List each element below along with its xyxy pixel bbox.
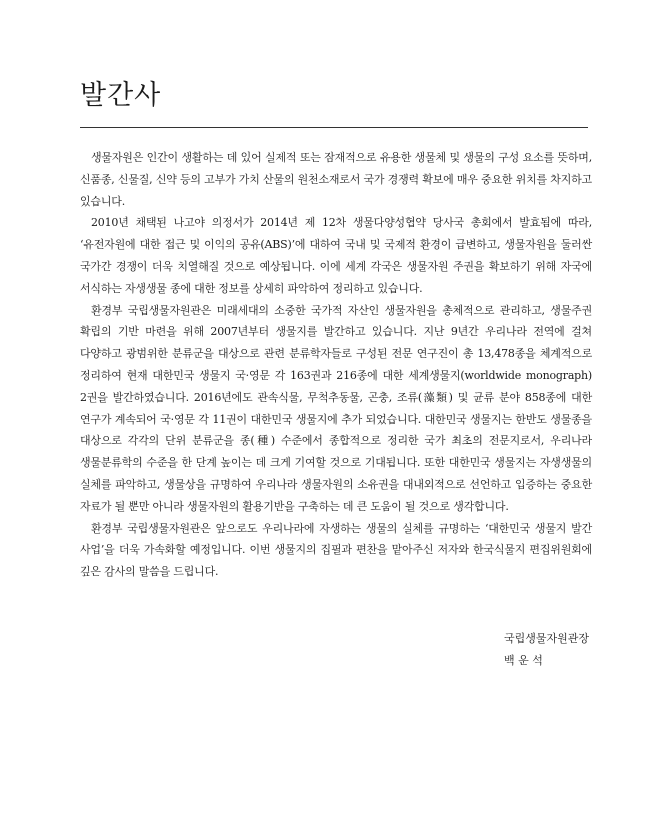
paragraph-1: 생물자원은 인간이 생활하는 데 있어 실제적 또는 잠재적으로 유용한 생물체 및 생물의 구성 요소를 뜻하며, 신품종, 신물질, 신약 등의 고부가 가치 산물의 원천소재로서 국가 경쟁력 확보에 매우 중요한 위치를 차지하고 있습니다. (80, 151, 592, 208)
signature-position: 국립생물자원관장 (504, 632, 590, 645)
paragraph-3: 환경부 국립생물자원관은 미래세대의 소중한 국가적 자산인 생물자원을 총체적으로 관리하고, 생물주권 확립의 기반 마련을 위해 2007년부터 생물지를 발간하고 있습니다. 지난 9년간 우리나라 전역에 걸쳐 다양하고 광범위한 분류군을 대상으로 관련 분류학자들로 구성된 전문 연구진이 총 13,478종을 체계적으로 정리하여 현재 대한민국 생물지 국·영문 각 163권과 216종에 대한 세계생물지(worldwide monograph) 2권을 발간하였습니다. 2016년에도 관속식물, 무척추동물, 곤충, 조류(藻類) 및 균류 분야 858종에 대한 연구가 계속되어 국·영문 각 11권이 대한민국 생물지에 추가 되었습니다. 대한민국 생물지는 한반도 생물종을 대상으로 각각의 단위 분류군을 종(種) 수준에서 종합적으로 정리한 국가 최초의 전문지로서, 우리나라 생물분류학의 수준을 한 단계 높이는 데 크게 기여할 것으로 기대됩니다. 또한 대한민국 생물지는 자생생물의 실체를 파악하고, 생물상을 규명하여 우리나라 생물자원의 소유권을 대내외적으로 선언하고 입증하는 중요한 자료가 될 뿐만 아니라 생물자원의 활용기반을 구축하는 데 큰 도움이 될 것으로 생각합니다. (80, 303, 592, 513)
title-divider (80, 127, 588, 128)
page-title: 발간사 (80, 80, 162, 111)
paragraph-4: 환경부 국립생물자원관은 앞으로도 우리나라에 자생하는 생물의 실체를 규명하는 ‘대한민국 생물지 발간 사업’을 더욱 가속화할 예정입니다. 이번 생물지의 집필과 편찬을 맡아주신 저자와 한국식물지 편집위원회에 깊은 감사의 말씀을 드립니다. (80, 521, 592, 579)
foreword-body (80, 147, 592, 583)
signature-block (504, 628, 589, 672)
signature-name: 백 운 석 (504, 654, 543, 667)
paragraph-2: 2010년 채택된 나고야 의정서가 2014년 제 12차 생물다양성협약 당사국 총회에서 발효됨에 따라, ‘유전자원에 대한 접근 및 이익의 공유(ABS)’에 대하여 국내 및 국제적 환경이 급변하고, 생물자원을 둘러싼 국가간 경쟁이 더욱 치열해질 것으로 예상됩니다. 이에 세계 각국은 생물자원 주권을 확보하기 위해 자국에 서식하는 자생생물 종에 대한 정보를 상세히 파악하여 정리하고 있습니다. (80, 216, 592, 295)
